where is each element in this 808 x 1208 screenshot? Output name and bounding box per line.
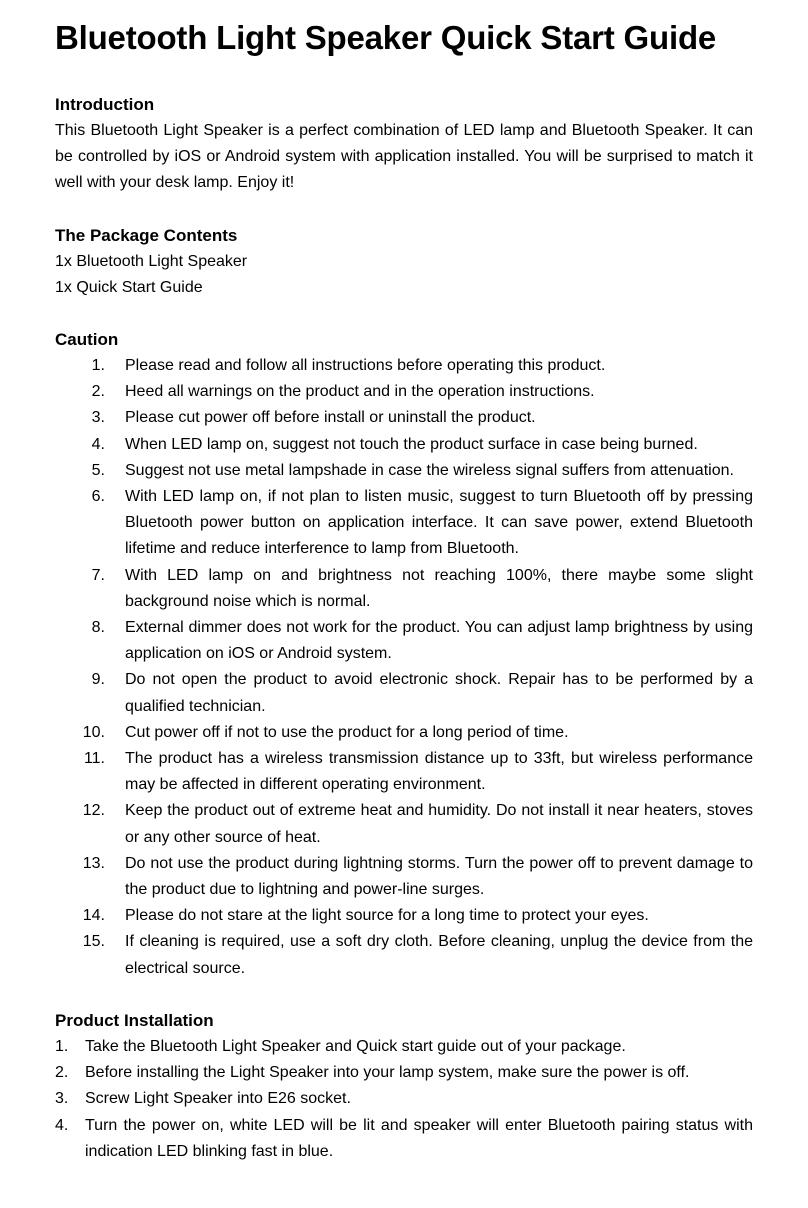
- caution-item-text: Please cut power off before install or uninstall the product.: [125, 409, 536, 427]
- installation-item-text: Screw Light Speaker into E26 socket.: [85, 1090, 351, 1108]
- document-page: [55, 14, 753, 1165]
- caution-item-text: When LED lamp on, suggest not touch the product surface in case being burned.: [125, 435, 698, 453]
- caution-item-number: 7.: [91, 566, 105, 584]
- caution-item: [55, 929, 753, 981]
- caution-item: [55, 903, 753, 929]
- caution-item-number: 13.: [82, 854, 105, 872]
- installation-heading: Product Installation: [55, 1010, 214, 1030]
- caution-list: [55, 353, 753, 982]
- caution-item: [55, 379, 753, 405]
- introduction-text: This Bluetooth Light Speaker is a perfect combination of LED lamp and Bluetooth Speaker. It can be controlled by iOS or Android system with application installed. You will be surprised to match it well with your desk lamp. Enjoy it!: [55, 122, 753, 192]
- caution-item: [55, 458, 753, 484]
- caution-item-text: If cleaning is required, use a soft dry cloth. Before cleaning, unplug the device from the electrical source.: [125, 933, 753, 977]
- caution-item: [55, 720, 753, 746]
- caution-item: [55, 484, 753, 563]
- caution-item: [55, 563, 753, 615]
- installation-item: [55, 1113, 753, 1165]
- package-section: [55, 223, 753, 301]
- caution-item-text: External dimmer does not work for the product. You can adjust lamp brightness by using application on iOS or Android system.: [125, 619, 753, 663]
- caution-item: [55, 432, 753, 458]
- caution-item: [55, 353, 753, 379]
- package-item: 1x Bluetooth Light Speaker: [55, 252, 248, 270]
- caution-item: [55, 798, 753, 850]
- caution-item-text: Suggest not use metal lampshade in case the wireless signal suffers from attenuation.: [125, 461, 734, 479]
- caution-item-number: 15.: [82, 933, 105, 951]
- caution-item-number: 2.: [91, 383, 105, 401]
- caution-item-number: 14.: [82, 907, 105, 925]
- introduction-section: [55, 92, 753, 197]
- caution-item: [55, 851, 753, 903]
- installation-item-text: Take the Bluetooth Light Speaker and Quick start guide out of your package.: [85, 1037, 626, 1055]
- caution-item-text: With LED lamp on, if not plan to listen music, suggest to turn Bluetooth off by pressing Bluetooth power button on application interface. It can save power, extend Bluetooth lifetime and reduce interference to lamp from Bluetooth.: [125, 488, 753, 558]
- caution-item-number: 10.: [82, 723, 105, 741]
- caution-item-number: 11.: [83, 750, 105, 768]
- caution-item: [55, 615, 753, 667]
- caution-item-number: 8.: [91, 619, 105, 637]
- installation-item-number: 2.: [55, 1064, 69, 1082]
- caution-item-number: 3.: [91, 409, 105, 427]
- caution-item-text: Keep the product out of extreme heat and humidity. Do not install it near heaters, stoves or any other source of heat.: [125, 802, 753, 846]
- caution-heading: Caution: [55, 330, 119, 350]
- caution-item-text: Do not use the product during lightning storms. Turn the power off to prevent damage to the product due to lightning and power-line surges.: [125, 854, 753, 899]
- page-title: Bluetooth Light Speaker Quick Start Guide: [55, 19, 717, 56]
- installation-item-text: Before installing the Light Speaker into your lamp system, make sure the power is off.: [85, 1064, 690, 1082]
- installation-item: [55, 1086, 753, 1112]
- package-heading: The Package Contents: [55, 225, 238, 245]
- installation-item-number: 1.: [55, 1037, 69, 1055]
- installation-item: [55, 1060, 753, 1086]
- caution-item-text: Please read and follow all instructions before operating this product.: [125, 357, 606, 375]
- installation-item-number: 3.: [55, 1090, 69, 1108]
- package-item: 1x Quick Start Guide: [55, 278, 203, 296]
- caution-item-number: 1.: [91, 357, 105, 375]
- caution-item-number: 5.: [91, 461, 105, 479]
- caution-item-number: 4.: [91, 435, 105, 453]
- caution-item: [55, 667, 753, 719]
- installation-item-number: 4.: [55, 1116, 69, 1134]
- caution-item-text: Cut power off if not to use the product for a long period of time.: [125, 723, 569, 741]
- caution-item-number: 9.: [91, 671, 105, 689]
- caution-item: [55, 746, 753, 798]
- caution-item-text: Please do not stare at the light source for a long time to protect your eyes.: [125, 907, 649, 925]
- installation-list: [55, 1034, 753, 1165]
- introduction-heading: Introduction: [55, 95, 155, 114]
- caution-item-text: Heed all warnings on the product and in the operation instructions.: [125, 383, 595, 401]
- caution-item-text: The product has a wireless transmission distance up to 33ft, but wireless performance may be affected in different operating environment.: [125, 750, 753, 794]
- installation-section: [55, 1008, 753, 1165]
- caution-section: [55, 327, 753, 982]
- caution-item-number: 12.: [82, 802, 105, 820]
- caution-item: [55, 405, 753, 431]
- installation-item: [55, 1034, 753, 1060]
- installation-item-text: Turn the power on, white LED will be lit and speaker will enter Bluetooth pairing status with indication LED blinking fast in blue.: [85, 1116, 753, 1160]
- caution-item-number: 6.: [91, 488, 105, 506]
- caution-item-text: Do not open the product to avoid electronic shock. Repair has to be performed by a qualified technician.: [125, 671, 753, 715]
- caution-item-text: With LED lamp on and brightness not reaching 100%, there maybe some slight background noise which is normal.: [125, 566, 753, 610]
